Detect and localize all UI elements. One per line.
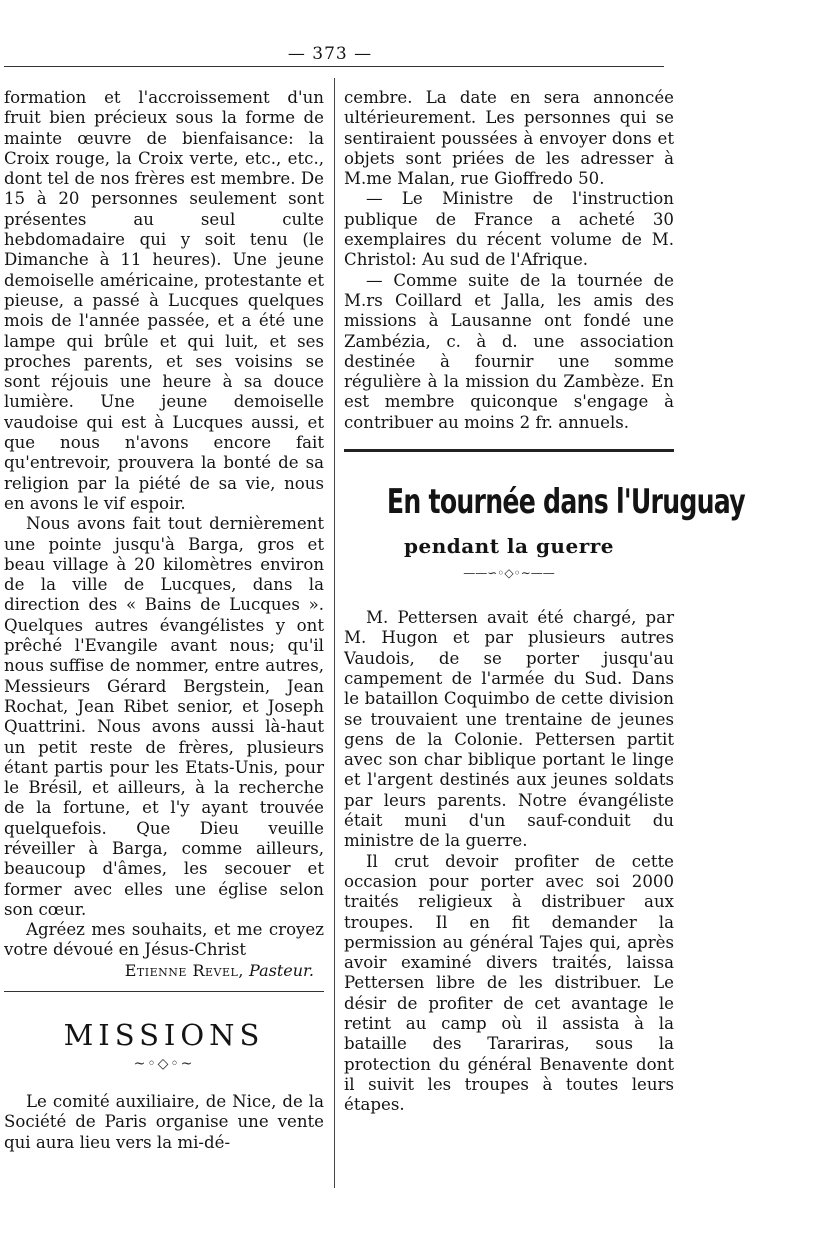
letter-closing: Agréez mes souhaits, et me croyez votre dévoué en Jésus-Christ	[4, 920, 324, 960]
right-column	[344, 88, 745, 1115]
missions-continued-paragraph: cembre. La date en sera annoncée ultérieurement. Les personnes qui se sentiraient poussées à envoyer dons et objets sont priées de les adresser à M.me Malan, rue Gioffredo 50.	[344, 88, 674, 189]
letter-paragraph: formation et l'accroissement d'un fruit bien précieux sous la forme de mainte œuvre de bienfaisance: la Croix rouge, la Croix verte, etc., etc., dont tel de nos frères est membre. De 15 à 20 personnes seulement sont présentes au seul culte hebdomadaire qui y soit tenu (le Dimanche à 11 heures). Une jeune demoiselle américaine, protestante et pieuse, a passé à Lucques quelques mois de l'année passée, et a été une lampe qui brûle et qui luit, et ses proches parents, et ses voisins se sont réjouis une heure à sa douce lumière. Une jeune demoiselle vaudoise qui est à Lucques aussi, et que nous n'avons encore fait qu'entrevoir, prouvera la bonté de sa religion par la piété de sa vie, nous en avons le vif espoir.	[4, 88, 324, 513]
letter-paragraph: Nous avons fait tout dernièrement une pointe jusqu'à Barga, gros et beau village à 20 kilomètres environ de la ville de Lucques, dans la direction des « Bains de Lucques ». Quelques autres évangélistes y ont prêché l'Evangile avant nous; qu'il nous suffise de nommer, entre autres, Messieurs Gérard Bergstein, Jean Rochat, Jean Ribet senior, et Joseph Quattrini. Nous avons aussi là-haut un petit reste de frères, plusieurs étant partis pour les Etats-Unis, pour le Brésil, et ailleurs, à la recherche de la fortune, et l'y ayant trouvée quelquefois. Que Dieu veuille réveiller à Barga, comme ailleurs, beaucoup d'âmes, les secouer et former avec elles une église selon son cœur.	[4, 514, 324, 919]
section-rule	[4, 991, 324, 992]
page-number: — 373 —	[287, 44, 373, 64]
missions-title: MISSIONS	[63, 1018, 265, 1053]
article-ornament: ——∽◦◇◦∼——	[463, 566, 555, 581]
article-paragraph: M. Pettersen avait été chargé, par M. Hugon et par plusieurs autres Vaudois, de se porter jusqu'au campement de l'armée du Sud. Dans le bataillon Coquimbo de cette division se trouvaient une trentaine de jeunes gens de la Colonie. Pettersen partit avec son char biblique portant le linge et l'argent destinés aux jeunes soldats par leurs parents. Notre évangéliste était muni d'un sauf-conduit du ministre de la guerre.	[344, 608, 674, 851]
left-column	[4, 88, 324, 1153]
article-paragraph: Il crut devoir profiter de cette occasion pour porter avec soi 2000 traités religieux à distribuer aux troupes. Il en fit demander la permission au général Tajes qui, après avoir examiné divers traités, laissa Pettersen libre de les distribuer. Le désir de profiter de cet avantage le retint au camp où il assista à la bataille des Tarariras, sous la protection du général Benavente dont il suivit les troupes à toutes leurs étapes.	[344, 851, 674, 1115]
signature	[4, 961, 324, 981]
header-rule	[4, 66, 664, 67]
article-rule	[344, 449, 674, 452]
missions-news-paragraph: — Comme suite de la tournée de M.rs Coillard et Jalla, les amis des missions à Lausanne ont fondé une Zambézia, c. à d. une association destinée à fournir une somme régulière à la mission du Zambèze. En est membre quiconque s'engage à contribuer au moins 2 fr. annuels.	[344, 270, 674, 432]
signature-name: Etienne Revel,	[124, 960, 244, 980]
missions-news-paragraph: — Le Ministre de l'instruction publique de France a acheté 30 exemplaires du récent volume de M. Christol: Au sud de l'Afrique.	[344, 189, 674, 270]
missions-paragraph: Le comité auxiliaire, de Nice, de la Société de Paris organise une vente qui aura lieu vers la mi-dé-	[4, 1092, 324, 1152]
column-divider	[334, 78, 335, 1188]
article-subtitle: pendant la guerre	[403, 534, 614, 559]
article-title: En tournée dans l'Uruguay	[386, 482, 745, 523]
signature-role: Pasteur.	[249, 960, 314, 980]
missions-ornament: ~◦◇◦~	[133, 1056, 195, 1073]
